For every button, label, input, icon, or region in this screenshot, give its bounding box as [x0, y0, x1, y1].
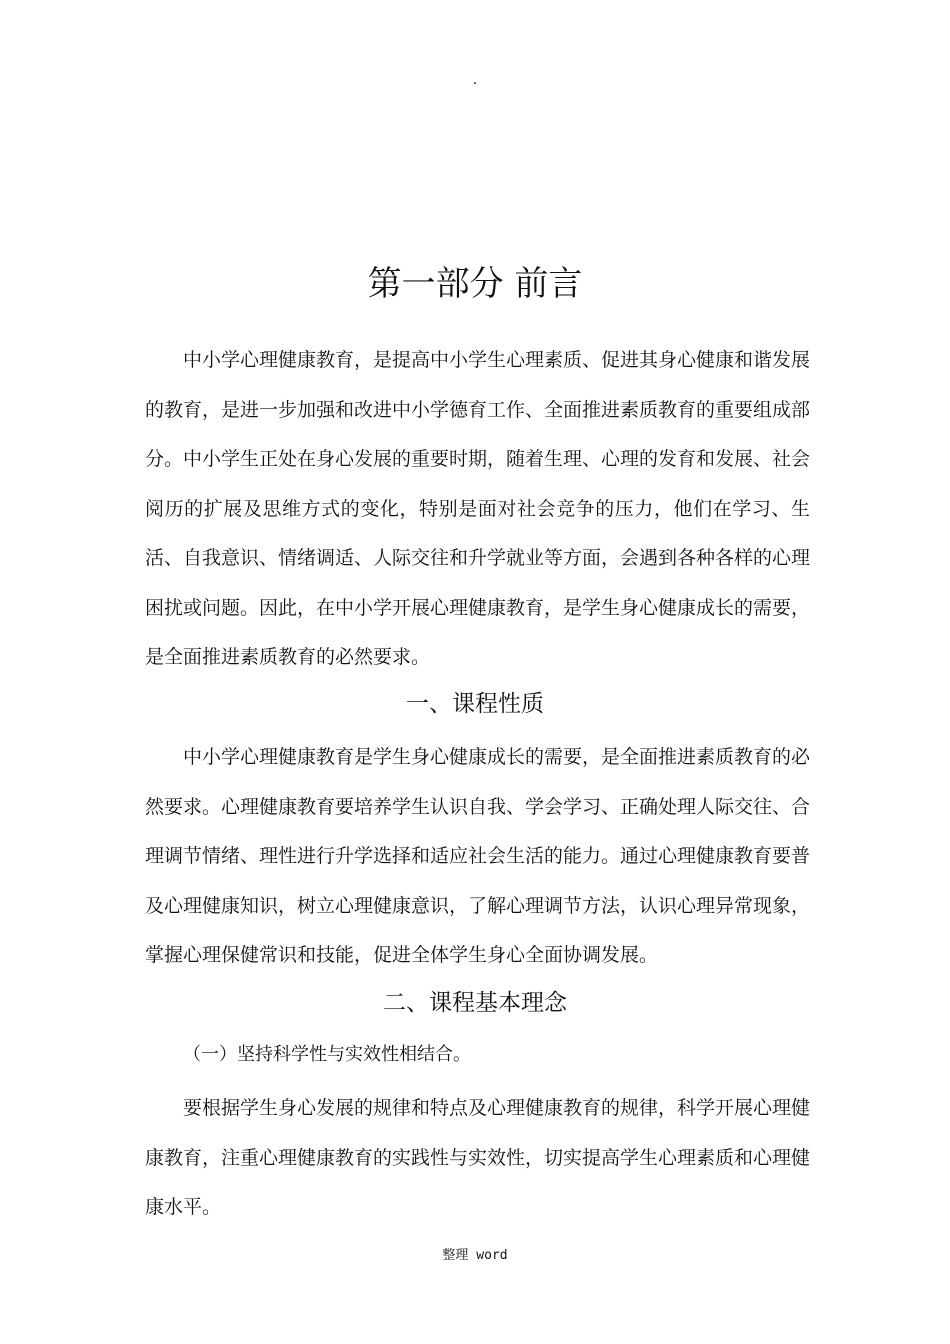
- science-effectiveness-paragraph: 要根据学生身心发展的规律和特点及心理健康教育的规律，科学开展心理健康教育，注重心理健康教育的实践性与实效性，切实提高学生心理素质和心理健康水平。: [145, 1097, 811, 1218]
- course-nature-paragraph: 中小学心理健康教育是学生身心健康成长的需要，是全面推进素质教育的必然要求。心理健康教育要培养学生认识自我、学会学习、正确处理人际交往、合理调节情绪、理性进行升学选择和适应社会生活的能力。通过心理健康教育要普及心理健康知识，树立心理健康意识，了解心理调节方法，认识心理异常现象，掌握心理保健常识和技能，促进全体学生身心全面协调发展。: [145, 746, 811, 966]
- preface-paragraph: 中小学心理健康教育，是提高中小学生心理素质、促进其身心健康和谐发展的教育，是进一步加强和改进中小学德育工作、全面推进素质教育的重要组成部分。中小学生正处在身心发展的重要时期，随着生理、心理的发育和发展、社会阅历的扩展及思维方式的变化，特别是面对社会竞争的压力，他们在学习、生活、自我意识、情绪调适、人际交往和升学就业等方面，会遇到各种各样的心理困扰或问题。因此，在中小学开展心理健康教育，是学生身心健康成长的需要，是全面推进素质教育的必然要求。: [145, 349, 811, 668]
- subheading-science-effectiveness: （一）坚持科学性与实效性相结合。: [183, 1044, 471, 1065]
- page-footer: 整理 word: [442, 1248, 508, 1263]
- section-heading-basic-concepts: 二、课程基本理念: [383, 990, 567, 1016]
- page-title: 第一部分 前言: [367, 264, 583, 304]
- header-dot: .: [472, 72, 478, 88]
- section-heading-course-nature: 一、课程性质: [406, 691, 544, 717]
